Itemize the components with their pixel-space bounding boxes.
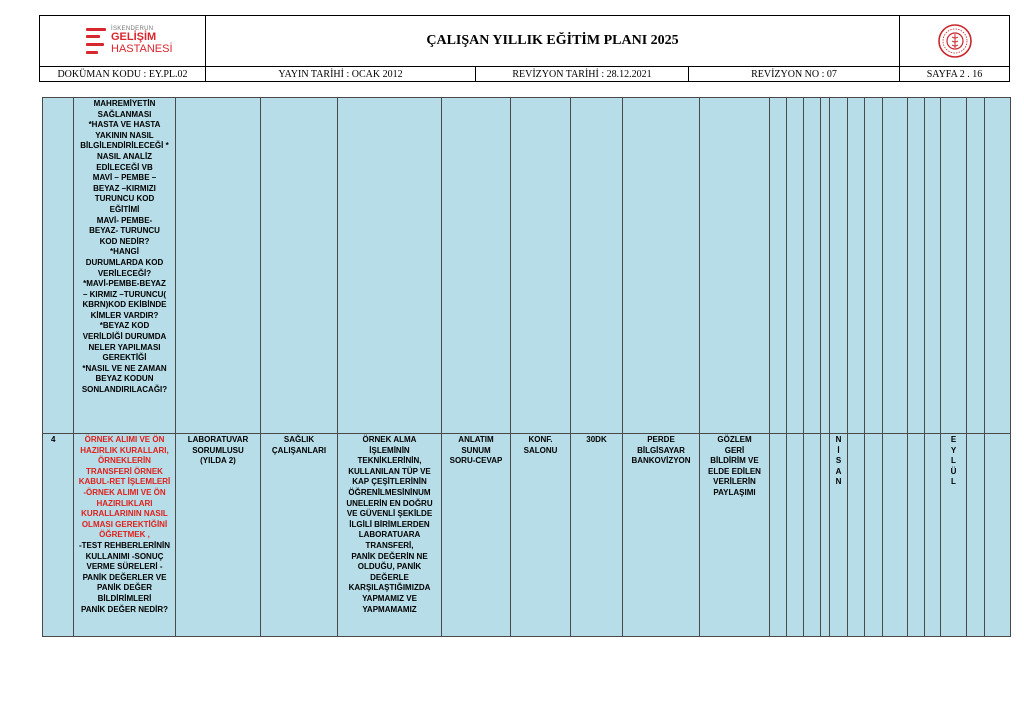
page-number: SAYFA 2 . 16 (900, 67, 1010, 82)
text-line: BANKOVİZYON (631, 456, 691, 466)
cell-text (263, 435, 335, 456)
text-line: KULLANILAN TÜP VE (348, 466, 431, 476)
revision-no: REVİZYON NO : 07 (689, 67, 900, 82)
topic-cell (74, 434, 176, 637)
text-line: PANİK DEĞER (97, 583, 152, 593)
text-line: SUNUM (461, 445, 491, 455)
text-line: -TEST REHBERLERİNİN (78, 540, 171, 550)
text-line: İŞLEMİNİN (369, 445, 410, 455)
logo-cell (40, 16, 206, 67)
goal-cell (338, 434, 442, 637)
logo-line-3: HASTANESİ (111, 42, 173, 55)
text-line: SONLANDIRILACAĞI? (81, 385, 168, 395)
month-cell (967, 98, 985, 434)
month-cell (925, 98, 941, 434)
text-line: YAPMAMAMIZ (362, 604, 417, 614)
cell-text (513, 435, 568, 456)
text-line: VERİLDİĞİ DURUMDA (82, 332, 167, 342)
tools-cell (623, 434, 700, 637)
text-line: OLDUĞU, PANİK (357, 562, 422, 572)
evaluation-cell (700, 98, 770, 434)
table-row (43, 434, 1011, 637)
text-line: MAHREMİYETİN (93, 99, 156, 108)
text-line: N (835, 477, 842, 487)
text-line: GERİ (724, 445, 745, 455)
month-cell (848, 434, 865, 637)
text-line: OLMASI GEREKTİĞİNİ (81, 519, 168, 529)
text-line: *BEYAZ KOD (99, 321, 150, 331)
hospital-logo (86, 26, 173, 55)
text-line: SAĞLANMASI (97, 109, 152, 119)
doc-code: DOKÜMAN KODU : EY.PL.02 (40, 67, 206, 82)
text-line: HAZIRLIK KURALLARI, (80, 445, 169, 455)
place-cell (511, 434, 571, 637)
text-line: EĞİTİMİ (109, 204, 140, 214)
text-line: HAZIRLIKLARI (96, 498, 153, 508)
text-line: L (951, 456, 956, 466)
month-cell (848, 98, 865, 434)
text-line: -ÖRNEK ALIMI VE ÖN (83, 487, 166, 497)
document-title: ÇALIŞAN YILLIK EĞİTİM PLANI 2025 (206, 16, 900, 67)
month-cell (941, 98, 967, 434)
month-cell (883, 98, 908, 434)
month-cell (985, 98, 1011, 434)
text-line: *HANGİ (110, 247, 139, 257)
responsible-cell (176, 98, 261, 434)
cell-text (702, 435, 767, 499)
duration-cell (571, 98, 623, 434)
month-cell (883, 434, 908, 637)
tools-cell (623, 98, 700, 434)
month-cell (770, 98, 787, 434)
document-header (39, 15, 1010, 82)
text-line: KONF. (528, 435, 553, 444)
text-line: PANİK DEĞER NEDİR? (81, 604, 168, 614)
text-line: VERİLECEĞİ? (97, 268, 152, 278)
logo-line-2: GELİŞİM (111, 31, 157, 44)
audience-cell (261, 434, 338, 637)
text-line: SALONU (523, 445, 558, 455)
month-cell-september (941, 434, 967, 637)
month-cell-april (830, 434, 848, 637)
text-line: PANİK DEĞERLER VE (82, 572, 167, 582)
text-line: KBRN)KOD EKİBİNDE (82, 300, 167, 310)
text-line: LABORATUARA (358, 530, 421, 540)
month-cell (804, 434, 821, 637)
text-line: PANİK DEĞERİN NE (351, 551, 428, 561)
text-line: BEYAZ KODUN (95, 374, 154, 384)
text-line: ÖRNEK ALIMI VE ÖN (84, 435, 165, 444)
place-cell (511, 98, 571, 434)
text-line: YAKININ NASIL (95, 130, 154, 140)
row-number-cell (43, 98, 74, 434)
text-line: *HASTA VE HASTA (88, 120, 161, 130)
text-line: TEKNİKLERİNİN, (357, 456, 422, 466)
publish-date: YAYIN TARİHİ : OCAK 2012 (206, 67, 476, 82)
text-line: ÖRNEKLERİN (98, 456, 151, 466)
text-line: EDİLECEĞİ VB (96, 162, 153, 172)
text-line: GEREKTİĞİ (102, 353, 147, 363)
responsible-cell (176, 434, 261, 637)
text-line: TRANSFERİ, (365, 540, 414, 550)
month-cell (787, 434, 804, 637)
text-line: BEYAZ- TURUNCU (89, 226, 160, 236)
logo-line-1: İSKENDERUN (111, 26, 154, 32)
month-cell (865, 98, 883, 434)
text-line: İLGİLİ BİRİMLERDEN (349, 519, 430, 529)
text-line: Ü (950, 466, 957, 476)
text-line: BİLGİSAYAR (637, 445, 685, 455)
text-line: N (835, 435, 842, 444)
logo-stripes-icon (86, 28, 106, 54)
month-cell (908, 434, 925, 637)
method-cell (442, 98, 511, 434)
text-line: E (950, 435, 957, 444)
text-line: PAYLAŞIMI (713, 487, 756, 497)
table-row (43, 98, 1011, 434)
text-line: NASIL ANALİZ (96, 151, 153, 161)
text-line: LABORATUVAR (187, 435, 249, 444)
text-line: TURUNCU KOD (94, 194, 155, 204)
cell-text (625, 435, 697, 467)
text-line: DURUMLARDA KOD (85, 257, 164, 267)
month-cell (830, 98, 848, 434)
text-line: (YILDA 2) (200, 456, 236, 466)
text-line: ANLATIM (458, 435, 494, 444)
method-cell (442, 434, 511, 637)
text-line: MAVİ – PEMBE – (92, 173, 157, 183)
text-line: L (951, 477, 956, 487)
text-line: ELDE EDİLEN (708, 466, 761, 476)
cell-text (444, 435, 508, 467)
text-line: Y (950, 445, 957, 455)
month-cell (787, 98, 804, 434)
text-line: ÖRNEK ALMA (362, 435, 417, 444)
audience-cell (261, 98, 338, 434)
row-number-cell: 4 (43, 434, 74, 637)
text-line: VE GÜVENLİ ŞEKİLDE (346, 509, 433, 519)
text-line: KAP ÇEŞİTLERİNİN (352, 477, 427, 487)
topic-cell (74, 98, 176, 434)
cell-text (340, 435, 439, 615)
goal-cell (338, 98, 442, 434)
month-cell (985, 434, 1011, 637)
text-line: ÇALIŞANLARI (271, 445, 327, 455)
month-cell (770, 434, 787, 637)
month-cell (908, 98, 925, 434)
text-line: NELER YAPILMASI (88, 342, 161, 352)
cell-text (832, 435, 845, 488)
text-line: TRANSFERİ ÖRNEK (86, 466, 163, 476)
text-line: BİLGİLENDİRİLECEĞİ * (80, 141, 169, 151)
cell-text (943, 435, 964, 488)
month-cell (821, 98, 830, 434)
text-line: YAPMAMIZ VE (362, 593, 417, 603)
ministry-seal-icon (937, 23, 973, 59)
text-line: ÖĞRETMEK , (99, 530, 150, 540)
text-line: BİLDİRİMLERİ (97, 593, 152, 603)
text-line: SAĞLIK (283, 435, 315, 444)
month-cell (865, 434, 883, 637)
text-line: DEĞERLE (370, 572, 409, 582)
text-line: PERDE (647, 435, 675, 444)
text-line: MAVİ- PEMBE- (96, 215, 153, 225)
text-line: GÖZLEM (717, 435, 752, 444)
text-line: BİLDİRİM VE (710, 456, 759, 466)
month-cell (925, 434, 941, 637)
training-plan-table (42, 97, 1011, 637)
text-line: *MAVİ-PEMBE-BEYAZ (83, 279, 166, 289)
text-line: ÖĞRENİLMESİNİNUM (348, 487, 431, 497)
text-line: S (835, 456, 842, 466)
text-line: SORUMLUSU (192, 445, 244, 455)
text-line: *NASIL VE NE ZAMAN (82, 363, 167, 373)
cell-text (76, 99, 173, 396)
text-line: VERME SÜRELERİ - (86, 562, 163, 572)
text-line: SORU-CEVAP (449, 456, 503, 466)
revision-date: REVİZYON TARİHİ : 28.12.2021 (476, 67, 689, 82)
text-line: KOD NEDİR? (99, 236, 150, 246)
duration-cell: 30DK (571, 434, 623, 637)
cell-text (76, 435, 173, 541)
text-line: UNELERİN EN DOĞRU (346, 498, 433, 508)
text-line: VERİLERİN (713, 477, 756, 487)
month-cell (821, 434, 830, 637)
text-line: İ (837, 445, 840, 455)
text-line: KABUL-RET İŞLEMLERİ (78, 477, 171, 487)
month-cell (804, 98, 821, 434)
text-line: KULLANIMI -SONUÇ (85, 551, 164, 561)
text-line: A (835, 466, 842, 476)
text-line: – KIRMIZ –TURUNCU( (82, 289, 167, 299)
text-line: KARŞILAŞTIĞIMIZDA (348, 583, 431, 593)
text-line: BEYAZ –KIRMIZI (93, 183, 156, 193)
seal-cell (900, 16, 1010, 67)
cell-text (76, 541, 173, 615)
text-line: KİMLER VARDIR? (90, 310, 159, 320)
evaluation-cell (700, 434, 770, 637)
cell-text (178, 435, 258, 467)
month-cell (967, 434, 985, 637)
text-line: KURALLARININ NASIL (81, 509, 168, 519)
